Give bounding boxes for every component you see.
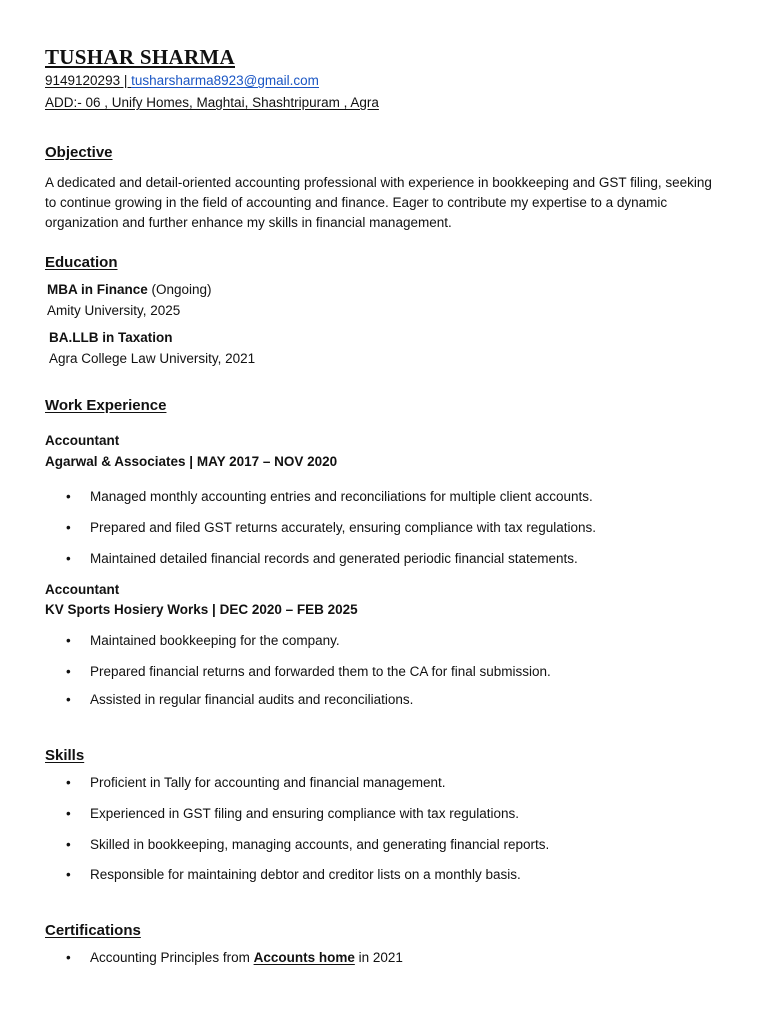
objective-text: A dedicated and detail-oriented accounting professional with experience in bookkeeping and GST filing, seeking to continue growing in the field of accounting and finance. Eager to contribute my expertise to a dynamic organization and further enhance my skills in financial management. — [45, 175, 712, 230]
job-bullet: Managed monthly accounting entries and reconciliations for multiple client accounts. — [90, 489, 593, 504]
job-bullet: Prepared and filed GST returns accurately, ensuring compliance with tax regulations. — [90, 520, 597, 535]
skill-item: Proficient in Tally for accounting and financial management. — [90, 775, 446, 790]
certification-suffix: in 2021 — [354, 950, 403, 965]
bullet-glyph: • — [66, 664, 71, 679]
skills-heading: Skills — [45, 747, 85, 764]
job-company-line: Agarwal & Associates | MAY 2017 – NOV 2020 — [45, 454, 338, 469]
bullet-glyph: • — [66, 520, 71, 535]
bullet-glyph: • — [66, 692, 71, 707]
objective-heading: Objective — [45, 144, 113, 161]
job-bullet: Maintained bookkeeping for the company. — [90, 633, 340, 648]
degree-title: BA.LLB in Taxation — [49, 330, 173, 345]
bullet-glyph: • — [66, 633, 71, 648]
skill-item: Skilled in bookkeeping, managing accounts, and generating financial reports. — [90, 837, 550, 852]
job-bullet: Maintained detailed financial records and generated periodic financial statements. — [90, 551, 578, 566]
bullet-glyph: • — [66, 867, 71, 882]
bullet-glyph: • — [66, 806, 71, 821]
education-heading: Education — [45, 254, 118, 271]
address-line: ADD:- 06 , Unify Homes, Maghtai, Shashtripuram , Agra — [45, 95, 379, 110]
bullet-glyph: • — [66, 775, 71, 790]
skill-item: Responsible for maintaining debtor and creditor lists on a monthly basis. — [90, 867, 521, 882]
education-item-institution: Amity University, 2025 — [47, 303, 181, 318]
bullet-glyph: • — [66, 489, 71, 504]
contact-separator: | — [120, 73, 132, 88]
bullet-glyph: • — [66, 837, 71, 852]
bullet-glyph: • — [66, 551, 71, 566]
work-heading: Work Experience — [45, 397, 167, 414]
certification-prefix: Accounting Principles from — [90, 950, 254, 965]
job-bullet: Prepared financial returns and forwarded them to the CA for final submission. — [90, 664, 551, 679]
phone-number: 9149120293 — [45, 73, 121, 88]
email-link[interactable]: tusharsharma8923@gmail.com — [131, 73, 319, 88]
certification-item — [90, 950, 403, 965]
education-item-institution: Agra College Law University, 2021 — [49, 351, 256, 366]
degree-title: MBA in Finance — [47, 282, 148, 297]
degree-note: (Ongoing) — [147, 282, 212, 297]
education-item-degree — [49, 330, 173, 345]
certifications-heading: Certifications — [45, 922, 141, 939]
bullet-glyph: • — [66, 950, 71, 965]
job-company-line: KV Sports Hosiery Works | DEC 2020 – FEB 2025 — [45, 602, 358, 617]
job-bullet: Assisted in regular financial audits and reconciliations. — [90, 692, 414, 707]
contact-line — [45, 73, 319, 88]
job-title: Accountant — [45, 582, 120, 597]
accounts-home-link[interactable]: Accounts home — [253, 950, 355, 965]
candidate-name: TUSHAR SHARMA — [45, 45, 235, 69]
skill-item: Experienced in GST filing and ensuring compliance with tax regulations. — [90, 806, 519, 821]
job-title: Accountant — [45, 433, 120, 448]
education-item-degree — [47, 282, 212, 297]
